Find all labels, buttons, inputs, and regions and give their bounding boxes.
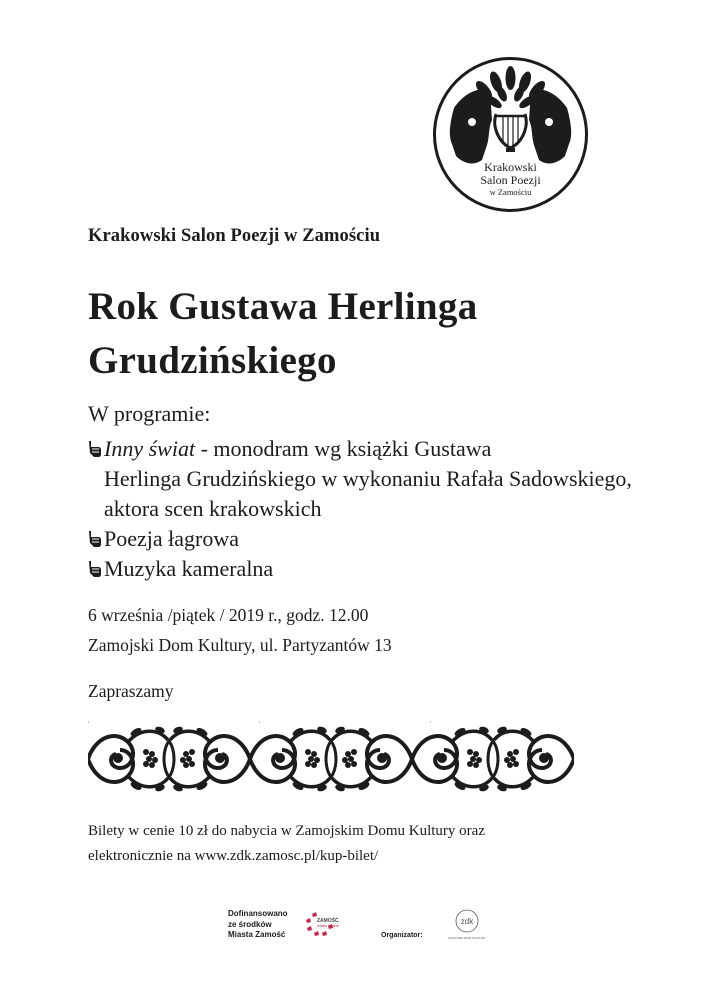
logo-text-line2: Salon Poezji	[480, 173, 541, 187]
funding-note	[228, 909, 288, 941]
zamosc-logo-subtext: miasto idealne	[317, 924, 339, 928]
organizer-subtitle: Krakowski Salon Poezji w Zamościu	[88, 226, 381, 246]
program-item-poezja	[88, 524, 703, 554]
zamosc-city-icon	[304, 910, 352, 938]
program-list	[88, 434, 703, 584]
program-item-muzyka	[88, 554, 703, 584]
zamosc-logo-text: ZAMOŚĆ	[317, 918, 339, 924]
program-item-desc: - monodram wg książki Gustawa	[195, 436, 492, 461]
zdk-abbr: zdk	[460, 917, 474, 926]
ticket-line-1: Bilety w cenie 10 zł do nabycia w Zamojskim Domu Kultury oraz	[88, 823, 485, 839]
zdk-logo-icon	[443, 908, 491, 942]
program-item-desc-line2: Herlinga Grudzińskiego w wykonaniu Rafała Sadowskiego,	[104, 466, 632, 491]
funding-line-2: ze środków	[228, 919, 272, 929]
program-item-monodram	[88, 434, 703, 524]
title-line-2: Grudzińskiego	[88, 339, 337, 382]
program-item-title: Inny świat	[104, 436, 196, 461]
program-heading: W programie:	[88, 401, 211, 426]
hand-pointer-icon	[88, 530, 103, 548]
event-place: Zamojski Dom Kultury, ul. Partyzantów 13	[88, 635, 392, 655]
ticket-info	[88, 819, 485, 869]
ticket-line-2[interactable]: elektronicznie na www.zdk.zamosc.pl/kup-bilet/	[88, 848, 379, 864]
organizer-label: Organizator:	[381, 932, 423, 939]
event-info	[88, 600, 392, 660]
hand-pointer-icon	[88, 560, 103, 578]
program-item-desc-line3: aktora scen krakowskich	[104, 496, 322, 521]
hand-pointer-icon	[88, 440, 103, 458]
logo-text-line3: w Zamościu	[489, 187, 532, 197]
event-date: 6 września /piątek / 2019 r., godz. 12.00	[88, 605, 369, 625]
zamosc-logo	[304, 910, 352, 938]
salon-logo-icon	[432, 56, 589, 213]
salon-logo	[432, 56, 589, 213]
funding-line-1: Dofinansowano	[228, 909, 288, 918]
invitation-text: Zapraszamy	[88, 681, 174, 701]
program-item-label: Poezja łagrowa	[104, 526, 239, 551]
decorative-ornament	[88, 718, 574, 800]
zdk-logo	[443, 908, 491, 942]
funding-line-3: Miasta Zamość	[228, 930, 286, 939]
title-line-1: Rok Gustawa Herlinga	[88, 285, 478, 328]
program-item-label: Muzyka kameralna	[104, 556, 274, 581]
floral-ornament-icon	[88, 718, 574, 800]
logo-text-line1: Krakowski	[484, 160, 537, 174]
zdk-name: ZAMOJSKI DOM KULTURY	[448, 936, 486, 940]
page-title	[88, 280, 478, 388]
